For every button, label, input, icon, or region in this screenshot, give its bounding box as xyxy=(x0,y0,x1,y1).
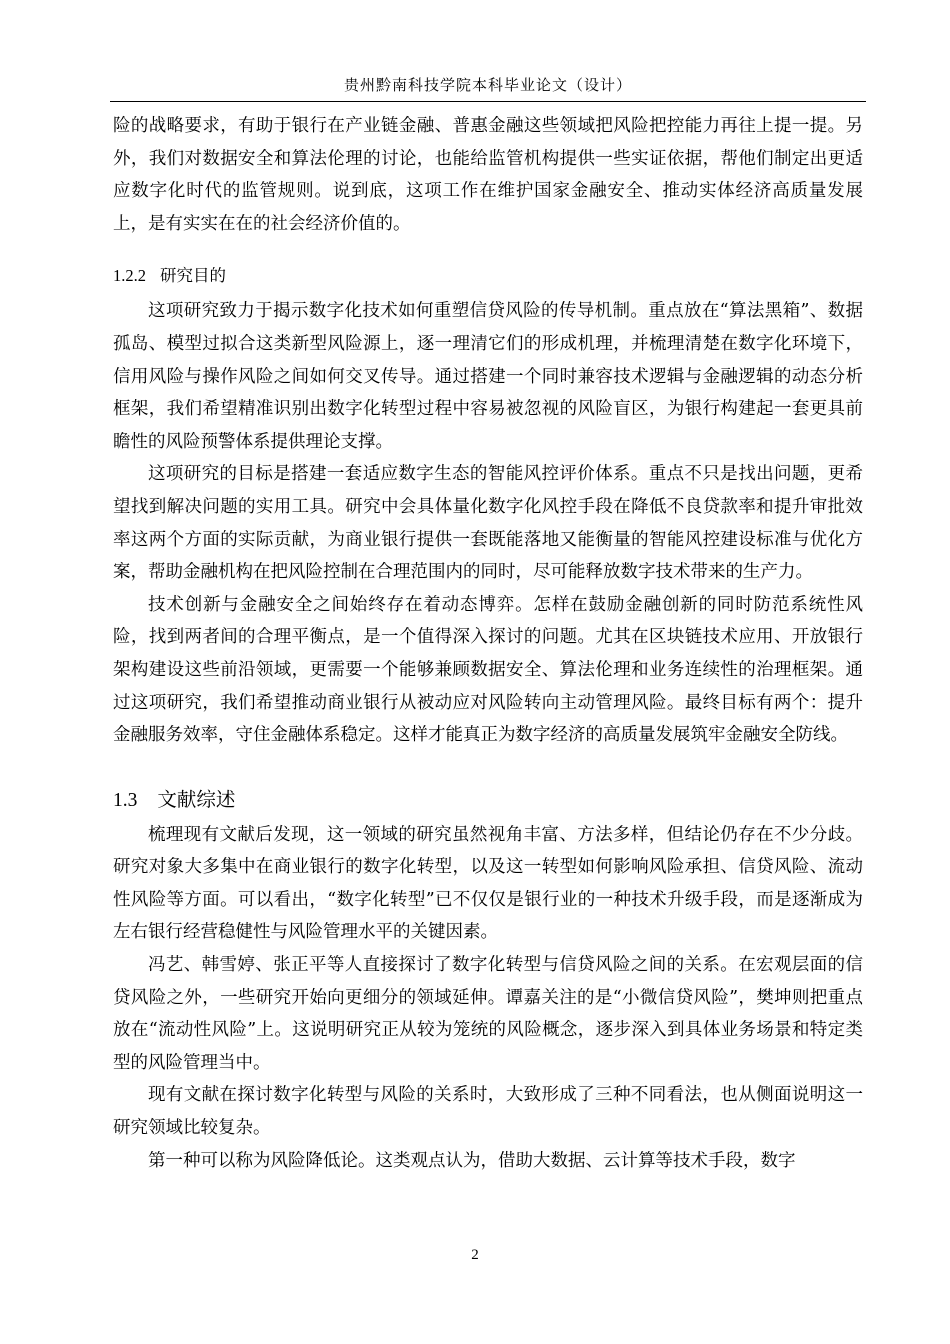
section-heading-1-2-2 xyxy=(113,262,863,290)
page-number: 2 xyxy=(471,1247,479,1263)
section-title: 文献综述 xyxy=(157,787,236,811)
section-number: 1.2.2 xyxy=(113,266,146,286)
paragraph-literature-3: 现有文献在探讨数字化转型与风险的关系时，大致形成了三种不同看法，也从侧面说明这一研究领域比较复杂。 xyxy=(113,1085,863,1139)
section-number: 1.3 xyxy=(113,789,138,811)
section-title: 研究目的 xyxy=(160,266,226,286)
page-body xyxy=(113,110,863,1177)
paragraph-literature-1: 梳理现有文献后发现，这一领域的研究虽然视角丰富、方法多样，但结论仍存在不少分歧。研究对象大多集中在商业银行的数字化转型，以及这一转型如何影响风险承担、信贷风险、流动性风险等方面。可以看出，“数字化转型”已不仅仅是银行业的一种技术升级手段，而是逐渐成为左右银行经营稳健性与风险管理水平的关键因素。 xyxy=(113,824,863,943)
paragraph-goal-3: 技术创新与金融安全之间始终存在着动态博弈。怎样在鼓励金融创新的同时防范系统性风险，找到两者间的合理平衡点，是一个值得深入探讨的问题。尤其在区块链技术应用、开放银行架构建设这些前沿领域，更需要一个能够兼顾数据安全、算法伦理和业务连续性的治理框架。通过这项研究，我们希望推动商业银行从被动应对风险转向主动管理风险。最终目标有两个：提升金融服务效率，守住金融体系稳定。这样才能真正为数字经济的高质量发展筑牢金融安全防线。 xyxy=(113,594,863,746)
paragraph-continued: 险的战略要求，有助于银行在产业链金融、普惠金融这些领域把风险把控能力再往上提一提。另外，我们对数据安全和算法伦理的讨论，也能给监管机构提供一些实证依据，帮他们制定出更适应数字化时代的监管规则。说到底，这项工作在维护国家金融安全、推动实体经济高质量发展上，是有实实在在的社会经济价值的。 xyxy=(113,116,863,234)
header-divider xyxy=(110,101,866,102)
paragraph-literature-2: 冯艺、韩雪婷、张正平等人直接探讨了数字化转型与信贷风险之间的关系。在宏观层面的信贷风险之外，一些研究开始向更细分的领域延伸。谭嘉关注的是“小微信贷风险”，樊坤则把重点放在“流动性风险”上。这说明研究正从较为笼统的风险概念，逐步深入到具体业务场景和特定类型的风险管理当中。 xyxy=(113,955,863,1073)
paragraph-literature-4: 第一种可以称为风险降低论。这类观点认为，借助大数据、云计算等技术手段，数字 xyxy=(148,1150,796,1171)
paragraph-goal-1: 这项研究致力于揭示数字化技术如何重塑信贷风险的传导机制。重点放在“算法黑箱”、数据孤岛、模型过拟合这类新型风险源上，逐一理清它们的形成机理，并梳理清楚在数字化环境下，信用风险与操作风险之间如何交叉传导。通过搭建一个同时兼容技术逻辑与金融逻辑的动态分析框架，我们希望精准识别出数字化转型过程中容易被忽视的风险盲区，为银行构建起一套更具前瞻性的风险预警体系提供理论支撑。 xyxy=(113,301,863,452)
paragraph-goal-2: 这项研究的目标是搭建一套适应数字生态的智能风控评价体系。重点不只是找出问题，更希望找到解决问题的实用工具。研究中会具体量化数字化风控手段在降低不良贷款率和提升审批效率这两个方面的实际贡献，为商业银行提供一套既能落地又能衡量的智能风控建设标准与优化方案，帮助金融机构在把风险控制在合理范围内的同时，尽可能释放数字技术带来的生产力。 xyxy=(113,464,863,583)
section-heading-1-3 xyxy=(113,785,863,816)
page-header: 贵州黔南科技学院本科毕业论文（设计） xyxy=(343,76,632,94)
